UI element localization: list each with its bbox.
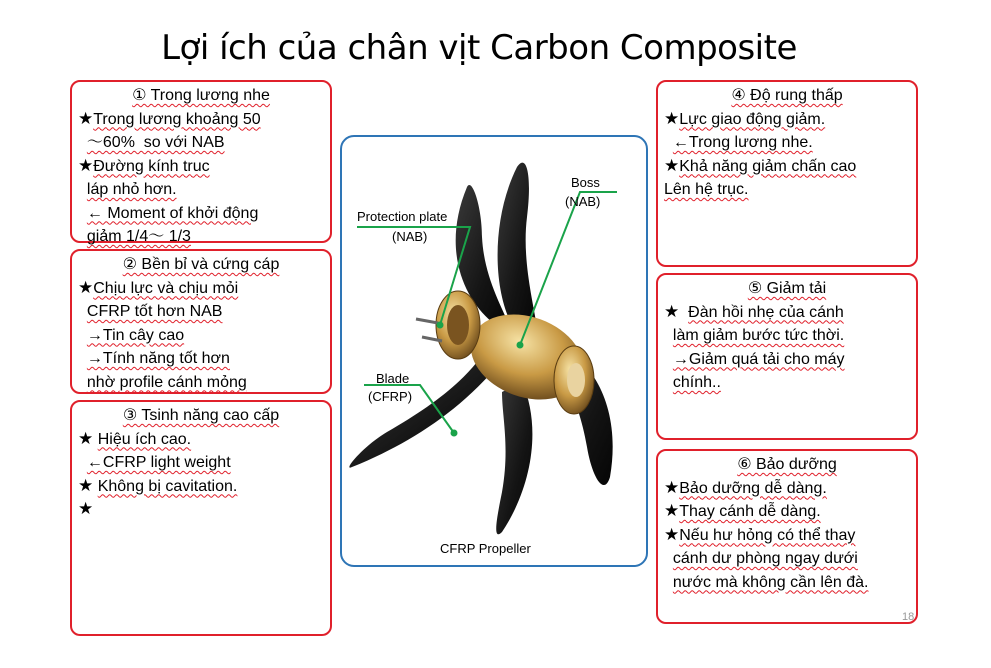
blade-top: [498, 163, 537, 327]
box-line: ～60% so với NAB: [86, 134, 225, 151]
page-number: 18: [902, 611, 915, 623]
box-line: ★Trong lương khoảng 50: [78, 108, 261, 129]
box-line: ←CFRP light weight: [86, 454, 231, 471]
star-bullet-icon: ★: [664, 501, 680, 521]
propeller-illustration: [342, 137, 648, 567]
box-heading: [78, 404, 324, 428]
boss-label: Boss: [571, 175, 600, 190]
box-line: ★ Không bị cavitation.: [78, 475, 238, 496]
protection-material-label: (NAB): [392, 229, 428, 244]
box-line: nhờ profile cánh mỏng: [86, 373, 247, 391]
blade-bottom: [496, 382, 532, 534]
box-line: →Giảm quá tải cho máy: [672, 350, 845, 368]
box-heading-text: ② Bền bỉ và cứng cáp: [122, 256, 280, 273]
blade-label: Blade: [376, 371, 410, 386]
box-line: ★Khả năng giảm chấn cao: [664, 155, 857, 176]
slide-title: Lợi ích của chân vịt Carbon Composite: [161, 28, 797, 68]
star-bullet-icon: ★: [664, 524, 680, 545]
benefit-box-low-vibration: [656, 80, 918, 267]
box-heading: [78, 84, 324, 108]
box-line: nước mà không cần lên đà.: [672, 573, 869, 591]
benefit-box-durability: [70, 249, 332, 394]
box-line: ★Chịu lực và chịu mỏi: [78, 277, 239, 298]
box-line: láp nhỏ hơn.: [86, 181, 177, 198]
box-line: ★Thay cánh dễ dàng.: [664, 501, 821, 521]
box-line: ★ Hiệu ích cao.: [78, 428, 192, 449]
box-line: ← Moment of khởi động: [86, 204, 259, 222]
box-heading-text: ③ Tsinh năng cao cấp: [122, 407, 280, 424]
benefit-box-maintenance: [656, 449, 918, 624]
star-bullet-icon: ★: [664, 301, 680, 322]
box-line: →Tin cây cao: [86, 326, 185, 344]
box-line: chính..: [672, 374, 721, 391]
benefit-box-load-reduction: [656, 273, 918, 440]
box-heading: [664, 84, 910, 108]
star-bullet-icon: ★: [664, 155, 680, 176]
star-bullet-icon: ★: [664, 477, 680, 498]
box-line: Lên hệ trục.: [664, 181, 749, 198]
box-line: cánh dư phòng ngay dưới: [672, 550, 858, 567]
box-heading-text: ⑥ Bảo dưỡng: [737, 456, 837, 473]
star-bullet-icon: ★: [78, 108, 94, 129]
box-line: ★Lực giao động giảm.: [664, 108, 826, 129]
star-bullet-icon: ★: [78, 155, 94, 176]
box-heading-text: ① Trong lương nhe: [132, 87, 270, 104]
box-line: ★Bảo dưỡng dễ dàng.: [664, 477, 827, 498]
figure-caption: CFRP Propeller: [440, 541, 531, 556]
box-heading: [78, 253, 324, 277]
blade-left: [349, 362, 492, 468]
box-line: giảm 1/4～ 1/3: [86, 228, 191, 245]
box-line: ←Trong lương nhe.: [672, 134, 813, 151]
protection-plate-label: Protection plate: [357, 209, 448, 224]
box-heading-text: ④ Độ rung thấp: [731, 87, 843, 104]
star-bullet-icon: ★: [78, 277, 94, 298]
box-line: ★Nếu hư hỏng có thể thay: [664, 524, 856, 545]
box-line: làm giảm bước tức thời.: [672, 327, 845, 344]
propeller-figure-panel: [340, 135, 648, 567]
box-line: →Tính năng tốt hơn: [86, 350, 230, 367]
box-line: ★ Đàn hồi nhẹ của cánh: [664, 301, 844, 322]
benefit-box-performance: [70, 400, 332, 636]
box-heading: [664, 277, 910, 301]
box-line: ★Đường kính truc: [78, 155, 210, 176]
star-bullet-icon: ★: [664, 108, 680, 129]
benefit-box-light-weight: [70, 80, 332, 243]
star-bullet-icon: ★: [78, 428, 94, 449]
box-heading: [664, 453, 910, 477]
box-line: CFRP tốt hơn NAB: [86, 303, 223, 320]
blade-material-label: (CFRP): [368, 389, 413, 404]
star-bullet-icon: ★: [78, 499, 94, 519]
box-line: [78, 498, 324, 522]
star-bullet-icon: ★: [78, 475, 94, 496]
box-heading-text: ⑤ Giảm tải: [747, 280, 827, 297]
boss-material-label: (NAB): [565, 194, 601, 209]
